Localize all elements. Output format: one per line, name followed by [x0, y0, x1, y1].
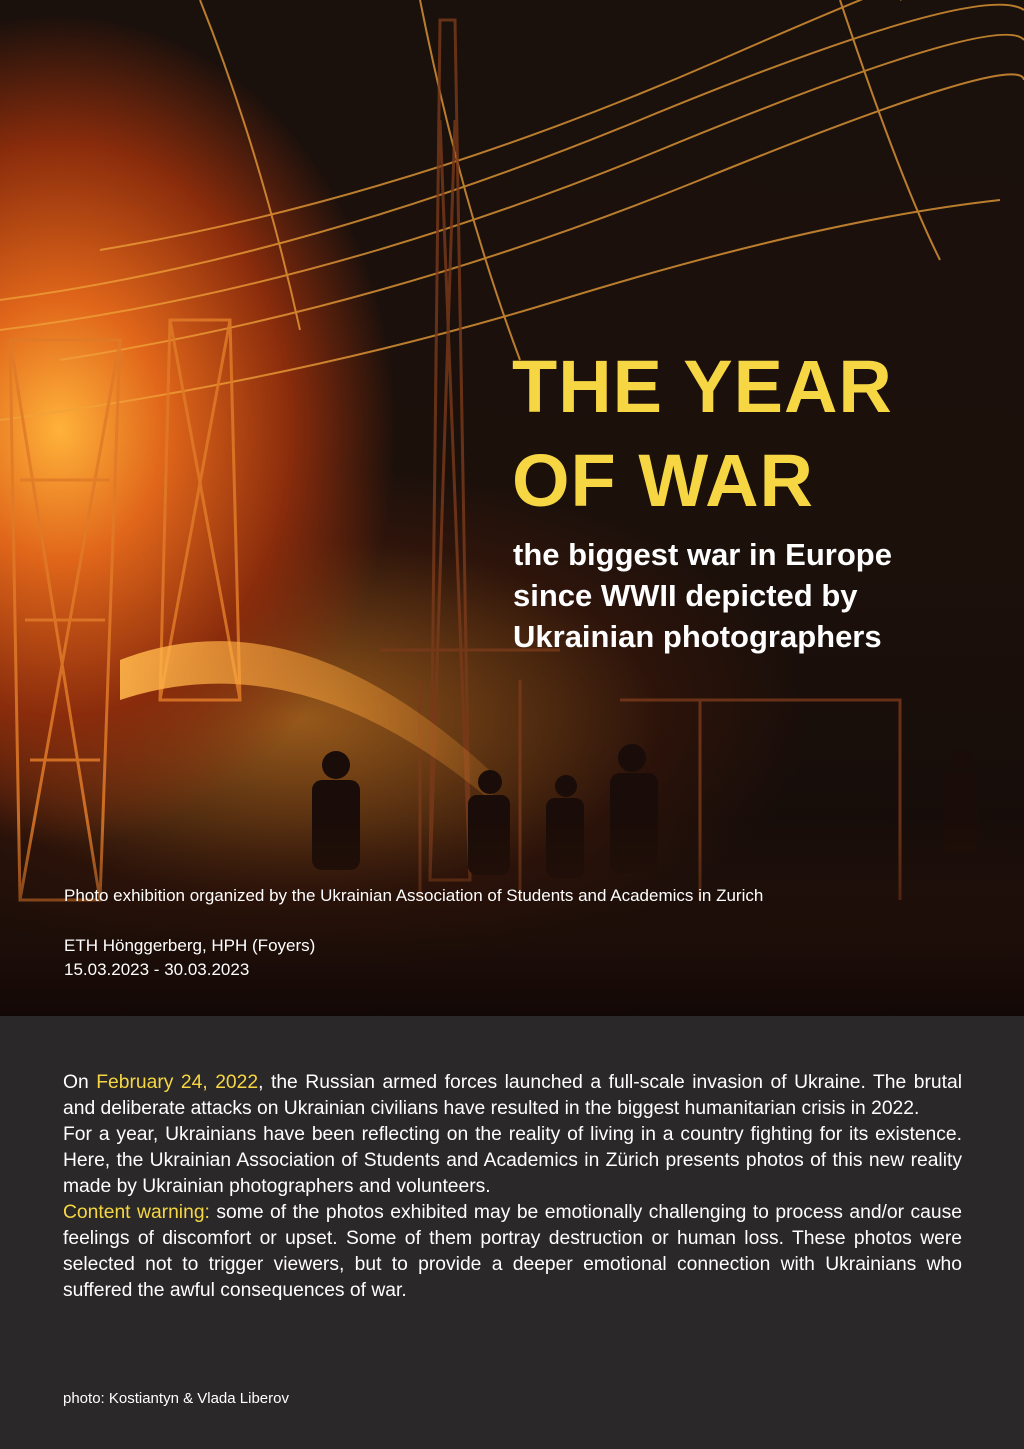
description: [63, 1070, 962, 1304]
organizer-text: Photo exhibition organized by the Ukrainian Association of Students and Academics in Zurich: [64, 886, 764, 905]
subtitle-line-1: the biggest war in Europe: [513, 537, 892, 572]
venue-dates: 15.03.2023 - 30.03.2023: [64, 960, 250, 979]
subtitle-line-3: Ukrainian photographers: [513, 619, 882, 654]
content-warning-text: some of the photos exhibited may be emotionally challenging to process and/or cause feelings of discomfort or upset. Some of them portray destruction or human loss. These photos were selected not to trigger viewers, but to provide a deeper emotional connection with Ukrainians who suffered the awful consequences of war.: [63, 1202, 962, 1301]
poster-title: [512, 340, 893, 528]
photo-credit: photo: Kostiantyn & Vlada Liberov: [63, 1390, 289, 1407]
subtitle-line-2: since WWII depicted by: [513, 578, 858, 613]
paragraph-reflection: For a year, Ukrainians have been reflecting on the reality of living in a country fighting for its existence. Here, the Ukrainian Association of Students and Academics in Zürich presents photos of this new reality made by Ukrainian photographers and volunteers.: [63, 1124, 962, 1197]
invasion-date-highlight: February 24, 2022: [96, 1072, 259, 1093]
paragraph-invasion: [63, 1070, 962, 1122]
poster-subtitle: [513, 534, 993, 657]
venue-location: ETH Hönggerberg, HPH (Foyers): [64, 936, 316, 955]
paragraph-content-warning: [63, 1200, 962, 1304]
paragraph-invasion-rest: , the Russian armed forces launched a full-scale invasion of Ukraine. The brutal and deliberate attacks on Ukrainian civilians have resulted in the biggest humanitarian crisis in 2022.: [63, 1072, 962, 1119]
content-warning-label: Content warning:: [63, 1202, 210, 1223]
paragraph-invasion-prefix: On: [63, 1072, 97, 1093]
title-line-1: THE YEAR: [512, 345, 893, 428]
venue-info: [64, 934, 315, 982]
title-line-2: OF WAR: [512, 439, 814, 522]
